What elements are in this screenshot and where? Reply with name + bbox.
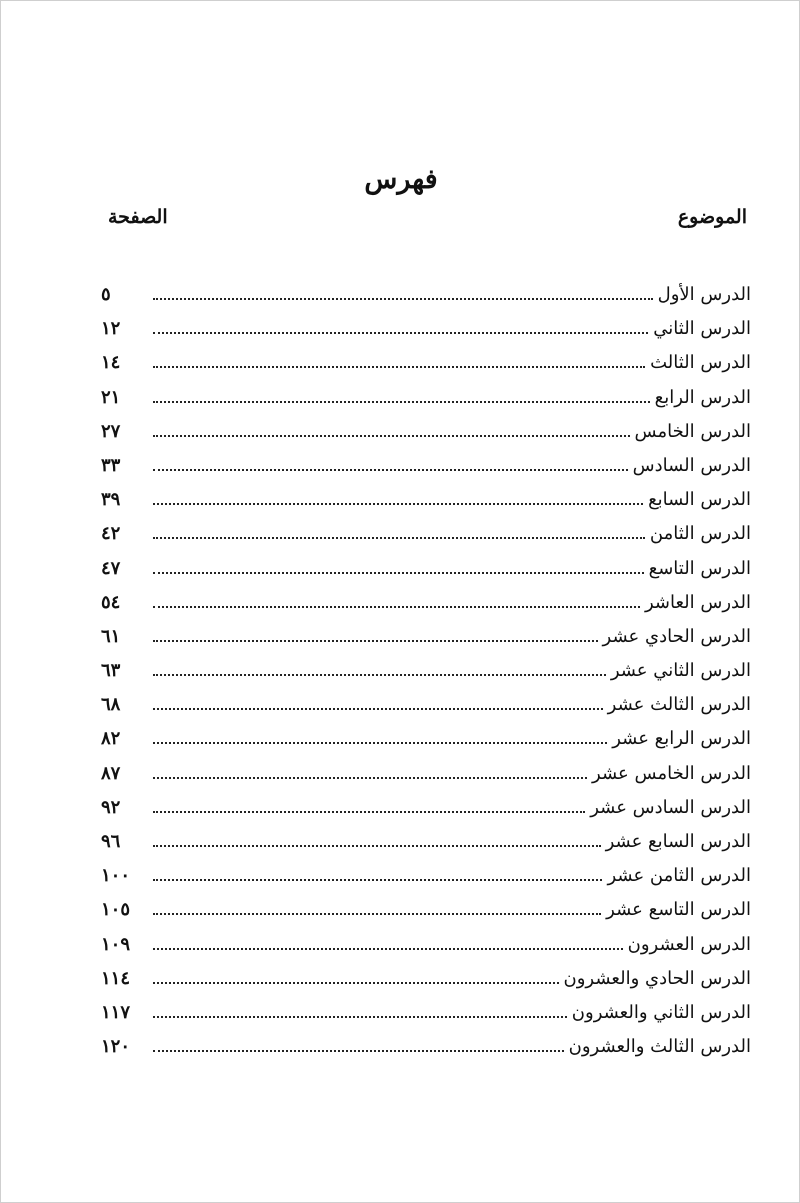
dot-leader [153,776,587,779]
toc-entry [101,558,751,592]
dot-leader [153,536,645,539]
toc-entry-label: الدرس الثامن عشر [607,865,751,887]
dot-leader [153,468,628,471]
dot-leader [153,741,607,744]
toc-entry [101,831,751,865]
toc-entry-label: الدرس الحادي عشر [602,625,751,647]
toc-entry-label: الدرس العشرون [627,933,751,955]
page-column-header: الصفحة [108,206,168,228]
dot-leader [153,912,601,915]
toc-entry-page-number: ٢٧ [101,420,121,442]
toc-entry-label: الدرس الثالث والعشرون [568,1036,751,1058]
toc-entry-page-number: ٤٢ [101,523,121,545]
toc-entry-page-number: ١٠٠ [101,865,131,887]
toc-entry-page-number: ٩٦ [101,831,121,852]
toc-entry-label: الدرس السادس عشر [590,796,751,818]
toc-entry-page-number: ١٢٠ [101,1036,131,1058]
toc-entry-label: الدرس السادس [632,454,751,476]
toc-entry [101,763,751,797]
toc-entry [101,968,751,1002]
toc-entry-page-number: ٨٢ [101,728,121,750]
toc-entry [101,660,751,694]
toc-entry-page-number: ٥ [101,284,111,305]
toc-entry [101,934,751,968]
toc-entry [101,421,751,455]
toc-entry-page-number: ٦٣ [101,660,121,682]
toc-entry-label: الدرس الثاني والعشرون [571,1001,751,1023]
dot-leader [153,673,606,676]
toc-entry-label: الدرس الثالث [650,352,751,374]
toc-entry-page-number: ١٠٩ [101,933,131,955]
toc-entry-page-number: ٦٨ [101,694,121,716]
toc-entry-page-number: ٤٧ [101,557,121,579]
toc-entry [101,455,751,489]
toc-entry-label: الدرس الأول [657,284,751,305]
toc-entry-label: الدرس الثالث عشر [607,694,751,716]
toc-entry [101,489,751,523]
toc-entry-page-number: ٣٩ [101,489,121,511]
toc-entry-page-number: ٣٣ [101,454,121,476]
toc-entry [101,899,751,933]
toc-entry-label: الدرس الثاني [653,318,751,340]
dot-leader [153,844,601,847]
toc-entry-label: الدرس السابع عشر [605,831,751,852]
dot-leader [153,639,598,642]
toc-entry-page-number: ١١٤ [101,967,131,989]
toc-entry-page-number: ٨٧ [101,762,121,784]
toc-entry [101,1002,751,1036]
toc-entry-label: الدرس الحادي والعشرون [563,967,751,989]
toc-entry [101,592,751,626]
toc-entry-label: الدرس الخامس عشر [592,762,751,784]
toc-entry [101,865,751,899]
toc-entry-page-number: ١٢ [101,318,121,340]
dot-leader [153,365,645,368]
dot-leader [153,878,602,881]
toc-entry [101,797,751,831]
toc-entry-label: الدرس التاسع [648,557,751,579]
dot-leader [153,502,643,505]
dot-leader [153,1015,567,1018]
toc-entry [101,523,751,557]
toc-entry-label: الدرس الخامس [634,420,751,442]
dot-leader [153,434,630,437]
toc-entry [101,284,751,318]
toc-entry-label: الدرس العاشر [645,591,751,613]
toc-entry-label: الدرس التاسع عشر [606,899,751,921]
dot-leader [153,297,653,300]
toc-entry [101,626,751,660]
toc-entry-label: الدرس السابع [648,489,751,511]
dot-leader [153,707,603,710]
toc-entry-page-number: ٥٤ [101,591,121,613]
dot-leader [153,605,640,608]
toc-entry [101,387,751,421]
topic-column-header: الموضوع [677,206,747,228]
table-of-contents [101,284,751,1070]
toc-entry [101,694,751,728]
toc-entry-label: الدرس الرابع [654,386,751,408]
toc-entry [101,728,751,762]
dot-leader [153,400,650,403]
toc-entry [101,1036,751,1070]
dot-leader [153,947,623,950]
toc-entry-label: الدرس الرابع عشر [612,728,751,750]
toc-entry-page-number: ١٠٥ [101,899,131,921]
dot-leader [153,810,585,813]
dot-leader [153,981,559,984]
toc-entry-page-number: ١٤ [101,352,121,374]
page-title: فهرس [364,164,438,195]
toc-entry [101,352,751,386]
toc-entry-page-number: ١١٧ [101,1001,131,1023]
dot-leader [153,1049,564,1052]
toc-entry-label: الدرس الثاني عشر [610,660,751,682]
toc-entry-page-number: ٦١ [101,625,121,647]
dot-leader [153,571,644,574]
toc-entry-label: الدرس الثامن [649,523,751,545]
toc-entry [101,318,751,352]
toc-entry-page-number: ٢١ [101,386,121,408]
dot-leader [153,331,648,334]
toc-entry-page-number: ٩٢ [101,796,121,818]
